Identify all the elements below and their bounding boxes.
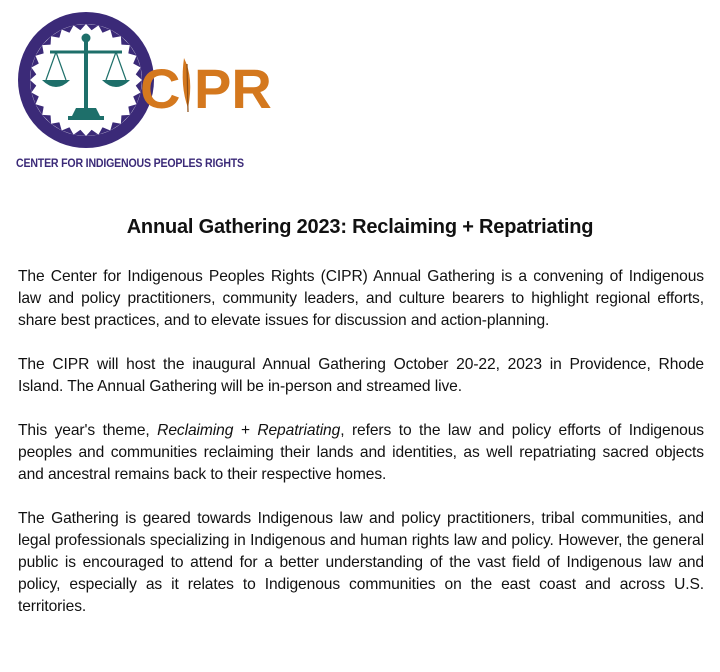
page-title: Annual Gathering 2023: Reclaiming + Repatriating (126, 216, 594, 238)
theme-paragraph (18, 420, 704, 486)
cipr-emblem (12, 8, 272, 158)
theme-text-after: , refers to the law and policy efforts of Indigenous peoples and communities reclaiming their lands and identities, as well repatriating sacred objects and ancestral remains back to their respective homes. (18, 422, 704, 483)
wordmark-c: C (140, 57, 181, 120)
audience-paragraph: The Gathering is geared towards Indigenous law and policy practitioners, tribal communities, and legal professionals specializing in Indigenous and human rights law and policy. However, the general public is encouraged to attend for a better understanding of the vast field of Indigenous law and policy, especially as it relates to Indigenous communities on the east coast and across U.S. territories. (18, 510, 704, 615)
article-body (18, 266, 704, 640)
theme-name: Reclaiming + Repatriating (157, 422, 341, 439)
feather-icon (183, 58, 191, 112)
logo-tagline: CENTER FOR INDIGENOUS PEOPLES RIGHTS (16, 158, 244, 170)
intro-paragraph: The Center for Indigenous Peoples Rights (CIPR) Annual Gathering is a convening of Indigenous law and policy practitioners, community leaders, and culture bearers to highlight regional efforts, share best practices, and to elevate issues for discussion and action-planning. (18, 268, 704, 329)
event-details-paragraph: The CIPR will host the inaugural Annual Gathering October 20-22, 2023 in Providence, Rhode Island. The Annual Gathering will be in-person and streamed live. (18, 356, 704, 395)
wordmark-pr: PR (194, 57, 272, 120)
theme-text-before: This year's theme, (18, 422, 158, 439)
cipr-logo (12, 8, 272, 178)
